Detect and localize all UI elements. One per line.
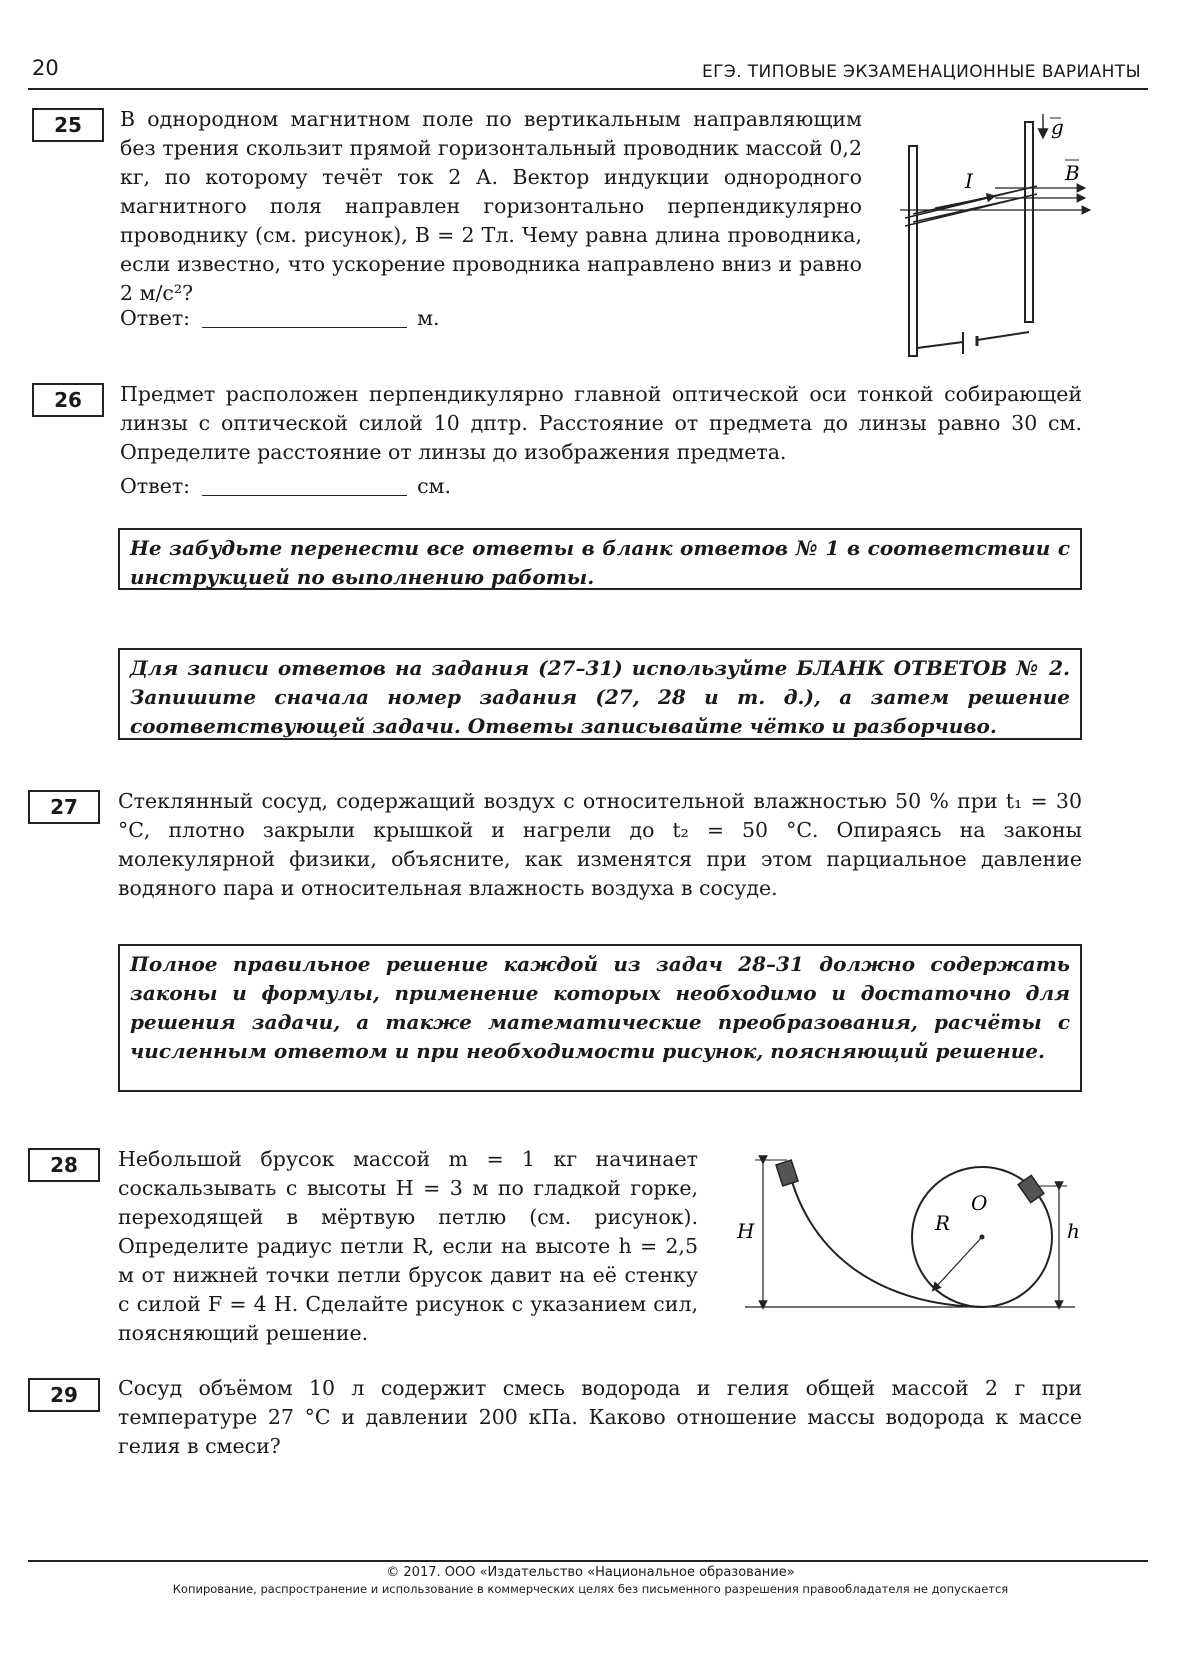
task-26-number: 26 bbox=[32, 383, 104, 417]
task-28-figure bbox=[737, 1140, 1085, 1320]
header-rule bbox=[28, 88, 1148, 90]
task-25-answer-field[interactable] bbox=[202, 327, 407, 328]
footer-copyright: © 2017. ООО «Издательство «Национальное образование» bbox=[386, 1565, 795, 1580]
running-title: ЕГЭ. ТИПОВЫЕ ЭКЗАМЕНАЦИОННЫЕ ВАРИАНТЫ bbox=[701, 62, 1141, 82]
notice-answer-sheet-2: Для записи ответов на задания (27–31) используйте БЛАНК ОТВЕТОВ № 2. Запишите сначала номер задания (27, 28 и т. д.), а затем решение соответствующей задачи. Ответы записывайте чётко и разборчиво. bbox=[118, 648, 1082, 740]
task-29-number: 29 bbox=[28, 1378, 100, 1412]
label-H: H bbox=[737, 1219, 755, 1243]
label-O: O bbox=[971, 1191, 988, 1215]
task-25-answer bbox=[120, 306, 440, 330]
task-25-number: 25 bbox=[32, 108, 104, 142]
label-I: I bbox=[965, 169, 973, 193]
slide-curve bbox=[787, 1162, 988, 1307]
circuit-wire bbox=[917, 332, 1029, 348]
footer-rule bbox=[28, 1560, 1148, 1562]
answer-unit: см. bbox=[417, 474, 452, 498]
task-26-answer-field[interactable] bbox=[202, 495, 407, 496]
answer-label: Ответ: bbox=[120, 474, 191, 498]
page-number: 20 bbox=[32, 56, 59, 80]
radius-line bbox=[935, 1237, 982, 1288]
task-27-text: Стеклянный сосуд, содержащий воздух с относительной влажностью 50 % при t₁ = 30 °С, плотно закрыли крышкой и нагрели до t₂ = 50 °С. Опираясь на законы молекулярной физики, объясните, как изменятся при этом парциальное давление водяного пара и относительная влажность воздуха в сосуде. bbox=[118, 789, 1082, 900]
left-rail bbox=[909, 146, 917, 356]
task-25-text: В однородном магнитном поле по вертикальным направляющим без трения скользит прямой горизонтальный проводник массой 0,2 кг, по которому течёт ток 2 А. Вектор индукции однородного магнитного поля направлен горизонтально перпендикулярно проводнику (см. рисунок), B = 2 Тл. Чему равна длина проводника, если известно, что ускорение проводника направлено вниз и равно 2 м/с²? bbox=[120, 107, 862, 305]
answer-unit: м. bbox=[417, 306, 440, 330]
notice-transfer-answers: Не забудьте перенести все ответы в бланк ответов № 1 в соответствии с инструкцией по выполнению работы. bbox=[118, 528, 1082, 590]
block-start bbox=[776, 1160, 798, 1186]
task-25-figure bbox=[895, 110, 1095, 365]
label-g: g bbox=[1051, 115, 1064, 139]
label-R: R bbox=[935, 1211, 951, 1235]
answer-label: Ответ: bbox=[120, 306, 191, 330]
task-26-answer bbox=[120, 474, 451, 498]
task-29-text: Сосуд объёмом 10 л содержит смесь водорода и гелия общей массой 2 г при температуре 27 °С и давлении 200 кПа. Каково отношение массы водорода к массе гелия в смеси? bbox=[118, 1376, 1082, 1458]
task-26-text: Предмет расположен перпендикулярно главной оптической оси тонкой собирающей линзы с оптической силой 10 дптр. Расстояние от предмета до линзы равно 30 см. Определите расстояние от линзы до изображения предмета. bbox=[120, 382, 1082, 464]
notice-full-solution: Полное правильное решение каждой из задач 28–31 должно содержать законы и формулы, применение которых необходимо и достаточно для решения задачи, а также математические преобразования, расчёты с численным ответом и при необходимости рисунок, поясняющий решение. bbox=[118, 944, 1082, 1092]
label-h: h bbox=[1067, 1219, 1080, 1243]
label-B: B bbox=[1065, 161, 1080, 185]
task-27-number: 27 bbox=[28, 790, 100, 824]
task-28-text: Небольшой брусок массой m = 1 кг начинает соскальзывать с высоты H = 3 м по гладкой горке, переходящей в мёртвую петлю (см. рисунок). Определите радиус петли R, если на высоте h = 2,5 м от нижней точки петли брусок давит на её стенку с силой F = 4 Н. Сделайте рисунок с указанием сил, поясняющий решение. bbox=[118, 1147, 698, 1345]
task-28-number: 28 bbox=[28, 1148, 100, 1182]
footer-notice: Копирование, распространение и использование в коммерческих целях без письменного разрешения правообладателя не допускается bbox=[172, 1582, 1009, 1596]
right-rail bbox=[1025, 122, 1033, 322]
